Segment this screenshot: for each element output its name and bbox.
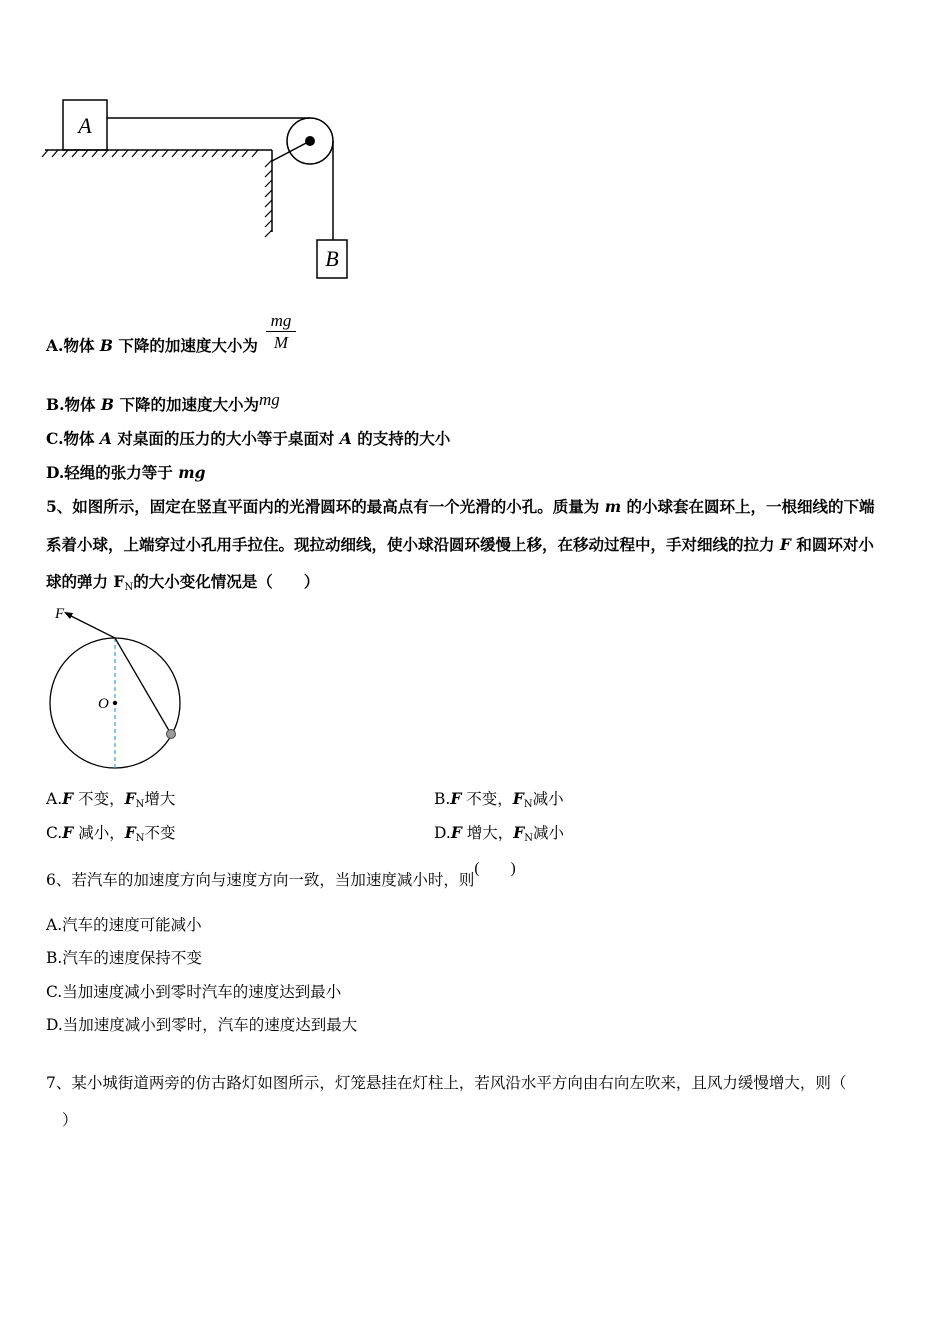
q5-stem-line-3: 球的弹力 $F_N$的大小变化情况是（ ）: [46, 572, 320, 593]
center-o-label: O: [98, 696, 109, 712]
block-a-label: A: [78, 113, 92, 138]
q7-stem-line-2: ）: [62, 1111, 78, 1129]
q6-option-a: A.汽车的速度可能减小: [46, 916, 202, 934]
ring-figure: [40, 600, 200, 775]
block-b-label: B: [325, 246, 339, 271]
q5-option-c: C.F 减小，$F_N$不变: [46, 823, 176, 844]
force-f-label: F: [55, 606, 65, 622]
q4-option-b: B.物体 B 下降的加速度大小为mg: [46, 390, 280, 414]
q5-option-a: A.F 不变，$F_N$增大: [46, 789, 176, 810]
q5-option-d: D.F 增大，$F_N$减小: [434, 823, 565, 844]
q5-stem-line-1: 5、如图所示，固定在竖直平面内的光滑圆环的最高点有一个光滑的小孔。质量为 m 的小球套在圆环上，一根细线的下端: [46, 497, 875, 516]
q6-option-b: B.汽车的速度保持不变: [46, 949, 202, 967]
q4-option-c: C.物体 A 对桌面的压力的大小等于桌面对 A 的支持的大小: [46, 429, 451, 448]
q5-option-b: B.F 不变，$F_N$减小: [434, 789, 564, 810]
q4-option-a-fraction: $\frac{mg}{M}$: [266, 311, 296, 354]
q7-stem-line-1: 7、某小城街道两旁的仿古路灯如图所示，灯笼悬挂在灯柱上，若风沿水平方向由右向左吹来，且风力缓慢增大，则（: [46, 1074, 847, 1092]
q5-stem-line-2: 系着小球，上端穿过小孔用手拉住。现拉动细线，使小球沿圆环缓慢上移，在移动过程中，手对细线的拉力 F 和圆环对小: [46, 535, 874, 554]
q6-answer-paren: ( ): [474, 860, 516, 877]
q4-option-d: D.轻绳的张力等于 mg: [46, 463, 206, 482]
pulley-figure: [40, 95, 360, 285]
q4-option-a: A.物体 B 下降的加速度大小为: [46, 336, 258, 355]
q6-option-c: C.当加速度减小到零时汽车的速度达到最小: [46, 983, 342, 1001]
q6-stem: 6、若汽车的加速度方向与速度方向一致，当加速度减小时，则( ): [46, 860, 516, 889]
q6-option-d: D.当加速度减小到零时，汽车的速度达到最大: [46, 1016, 358, 1034]
